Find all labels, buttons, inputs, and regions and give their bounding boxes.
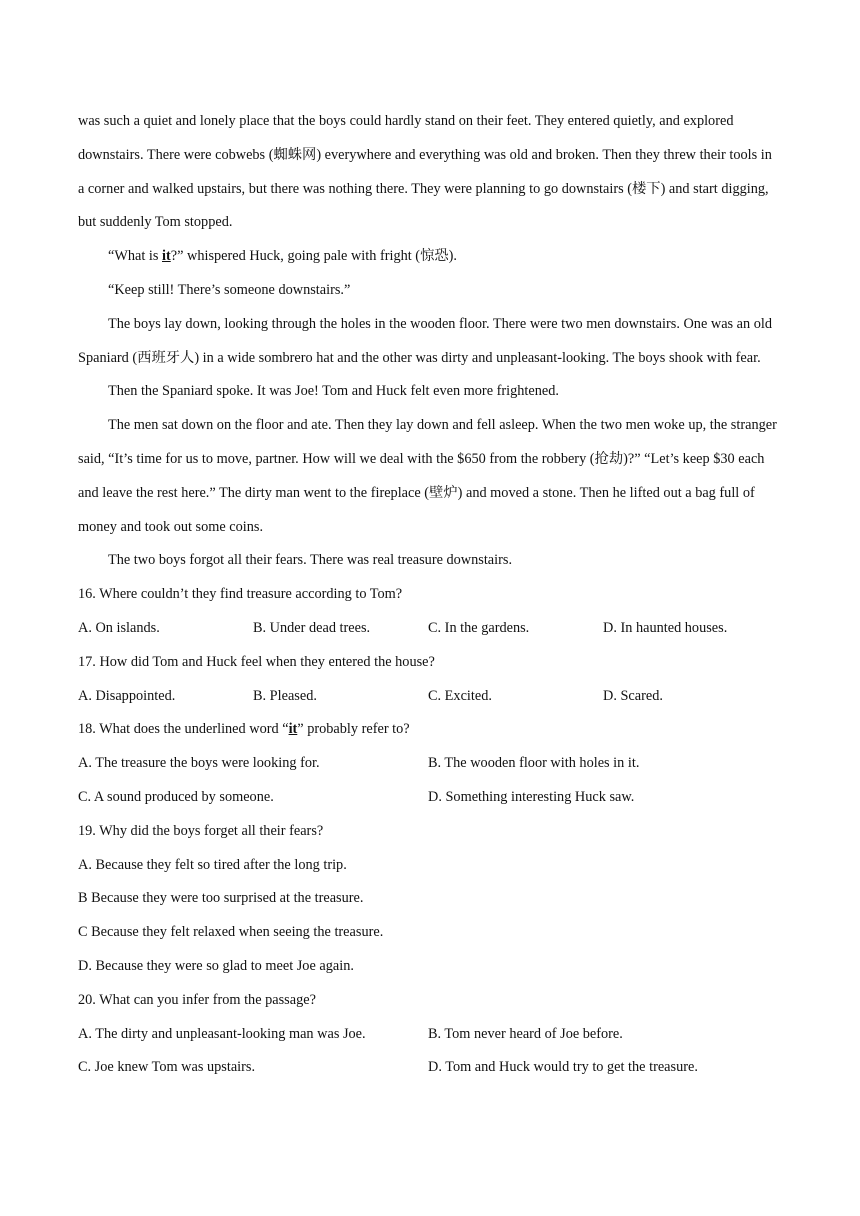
question-17-options — [78, 680, 778, 714]
passage-paragraph-4: The boys lay down, looking through the holes in the wooden floor. There were two men downstairs. One was an old Spaniard (西班牙人) in a wide sombrero hat and the other was dirty and unpleasant-looking. The boys shook with fear. — [78, 315, 773, 366]
underlined-word: it — [162, 248, 171, 265]
passage-paragraph-2 — [78, 240, 778, 274]
question-19-option-a: A. Because they felt so tired after the long trip. — [78, 856, 347, 873]
question-19-stem: 19. Why did the boys forget all their fears? — [78, 822, 324, 839]
question-19-option-b: B Because they were too surprised at the treasure. — [78, 890, 364, 907]
question-20-option-b: B. Tom never heard of Joe before. — [428, 1025, 623, 1042]
question-20-option-d: D. Tom and Huck would try to get the treasure. — [428, 1059, 698, 1076]
question-18-options-row-2 — [78, 781, 778, 815]
dialogue-text: ?” whispered Huck, going pale with fright (惊恐). — [170, 248, 457, 265]
question-20-option-a: A. The dirty and unpleasant-looking man was Joe. — [78, 1025, 366, 1042]
question-20-stem: 20. What can you infer from the passage? — [78, 991, 316, 1008]
question-18-option-d: D. Something interesting Huck saw. — [428, 788, 635, 805]
underlined-word: it — [288, 721, 298, 738]
passage-paragraph-5: Then the Spaniard spoke. It was Joe! Tom and Huck felt even more frightened. — [108, 383, 559, 400]
question-16-stem: 16. Where couldn’t they find treasure according to Tom? — [78, 586, 403, 603]
question-18-option-b: B. The wooden floor with holes in it. — [428, 755, 640, 772]
question-16-options — [78, 612, 778, 646]
question-20-options-row-2 — [78, 1051, 778, 1085]
question-18-option-a: A. The treasure the boys were looking for. — [78, 755, 320, 772]
question-17-option-c: C. Excited. — [428, 687, 492, 704]
question-17-option-d: D. Scared. — [603, 687, 663, 704]
question-19-option-c: C Because they felt relaxed when seeing the treasure. — [78, 924, 384, 941]
question-16-option-b: B. Under dead trees. — [253, 619, 371, 636]
question-17-stem: 17. How did Tom and Huck feel when they entered the house? — [78, 653, 435, 670]
passage-paragraph-6: The men sat down on the floor and ate. Then they lay down and fell asleep. When the two men woke up, the stranger said, “It’s time for us to move, partner. How will we deal with the $650 from the robbery (抢劫)?” “Let’s keep $30 each and leave the rest here.” The dirty man went to the fireplace (壁炉) and moved a stone. Then he lifted out a bag full of money and took out some coins. — [78, 417, 777, 535]
question-20-options-row-1 — [78, 1018, 778, 1052]
question-16-option-c: C. In the gardens. — [428, 619, 530, 636]
question-16-option-d: D. In haunted houses. — [603, 619, 728, 636]
question-18-stem-text: ” probably refer to? — [297, 721, 410, 738]
question-18-options-row-1 — [78, 747, 778, 781]
question-19-option-d: D. Because they were so glad to meet Joe again. — [78, 957, 354, 974]
question-17-option-a: A. Disappointed. — [78, 687, 176, 704]
question-20-option-c: C. Joe knew Tom was upstairs. — [78, 1059, 256, 1076]
document-page — [78, 105, 778, 1085]
passage-paragraph-7: The two boys forgot all their fears. There was real treasure downstairs. — [108, 552, 513, 569]
question-18-stem — [78, 713, 778, 747]
question-18-stem-text: 18. What does the underlined word “ — [78, 721, 289, 738]
question-18-option-c: C. A sound produced by someone. — [78, 788, 274, 805]
question-16-option-a: A. On islands. — [78, 619, 160, 636]
passage-paragraph-3: “Keep still! There’s someone downstairs.” — [108, 281, 351, 298]
dialogue-text: “What is — [108, 248, 162, 265]
passage-paragraph-1: was such a quiet and lonely place that the boys could hardly stand on their feet. They entered quietly, and explored downstairs. There were cobwebs (蜘蛛网) everywhere and everything was old and broken. Then they threw their tools in a corner and walked upstairs, but there was nothing there. They were planning to go downstairs (楼下) and start digging, but suddenly Tom stopped. — [78, 113, 772, 231]
question-17-option-b: B. Pleased. — [253, 687, 317, 704]
